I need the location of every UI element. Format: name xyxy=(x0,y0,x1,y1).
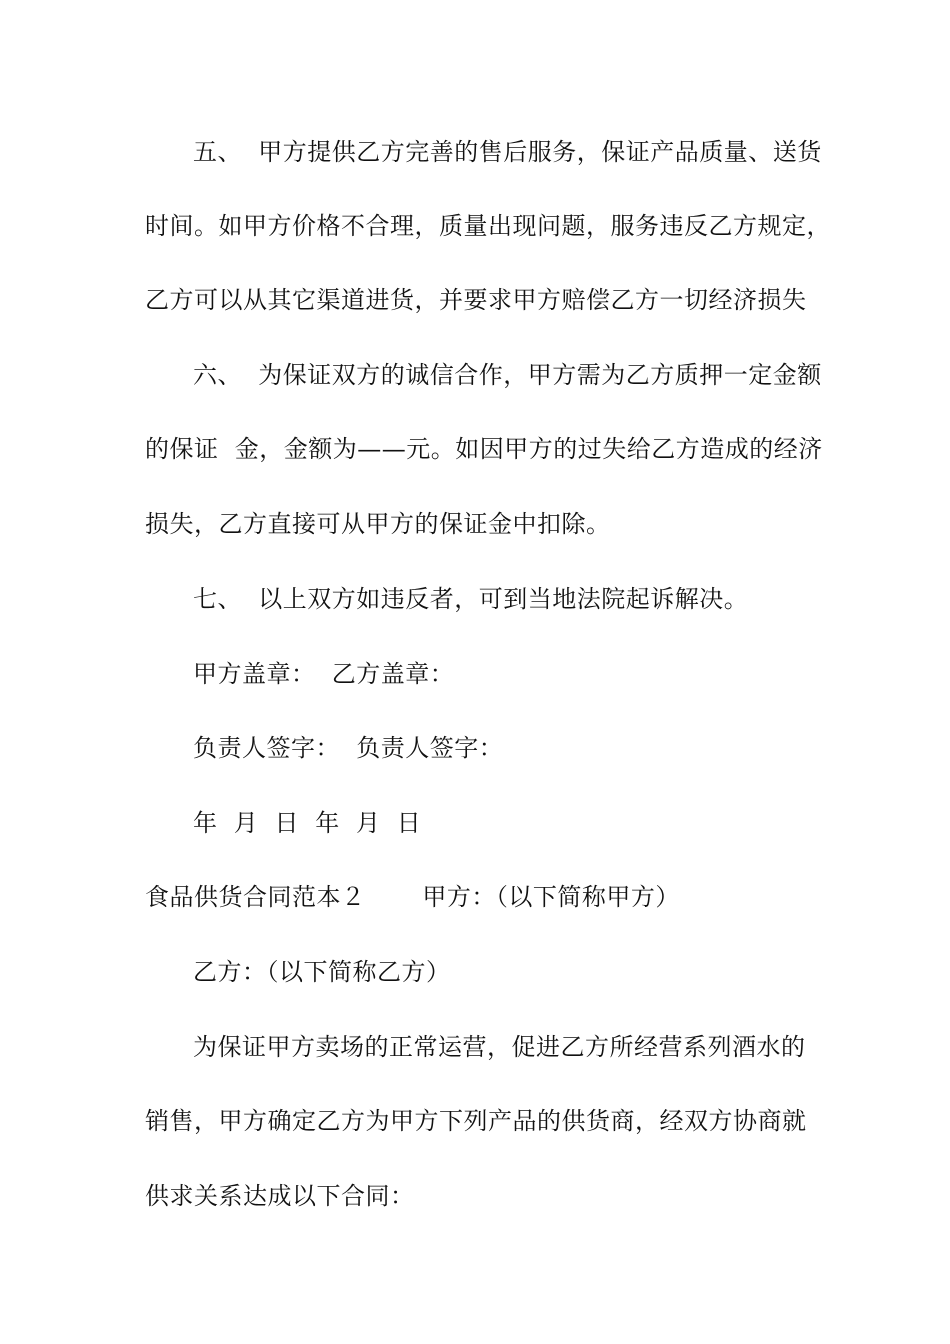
party-b-line: 乙方：（以下简称乙方） xyxy=(193,958,451,986)
preamble-line-2: 销售，甲方确定乙方为甲方下列产品的供货商，经双方协商就 xyxy=(145,1107,807,1135)
seal-line: 甲方盖章： 乙方盖章： xyxy=(193,660,455,688)
preamble-line-3: 供求关系达成以下合同： xyxy=(145,1182,415,1210)
signature-line: 负责人签字： 负责人签字： xyxy=(193,734,504,762)
clause-5-line-2: 时间。如甲方价格不合理，质量出现问题，服务违反乙方规定， xyxy=(145,212,831,240)
clause-7-line: 七、 以上双方如违反者，可到当地法院起诉解决。 xyxy=(193,585,749,613)
clause-5-line-1: 五、 甲方提供乙方完善的售后服务，保证产品质量、送货 xyxy=(193,138,822,166)
clause-6-line-2: 的保证 金，金额为——元。如因甲方的过失给乙方造成的经济 xyxy=(145,435,823,463)
clause-6-line-1: 六、 为保证双方的诚信合作，甲方需为乙方质押一定金额 xyxy=(193,361,822,389)
date-line: 年 月 日 年 月 日 xyxy=(193,809,422,837)
preamble-line-1: 为保证甲方卖场的正常运营，促进乙方所经营系列酒水的 xyxy=(193,1033,806,1061)
clause-6-line-3: 损失，乙方直接可从甲方的保证金中扣除。 xyxy=(145,510,611,538)
clause-5-line-3: 乙方可以从其它渠道进货，并要求甲方赔偿乙方一切经济损失 xyxy=(145,286,807,314)
contract-2-title-line: 食品供货合同范本２ 甲方：（以下简称甲方） xyxy=(145,883,680,911)
